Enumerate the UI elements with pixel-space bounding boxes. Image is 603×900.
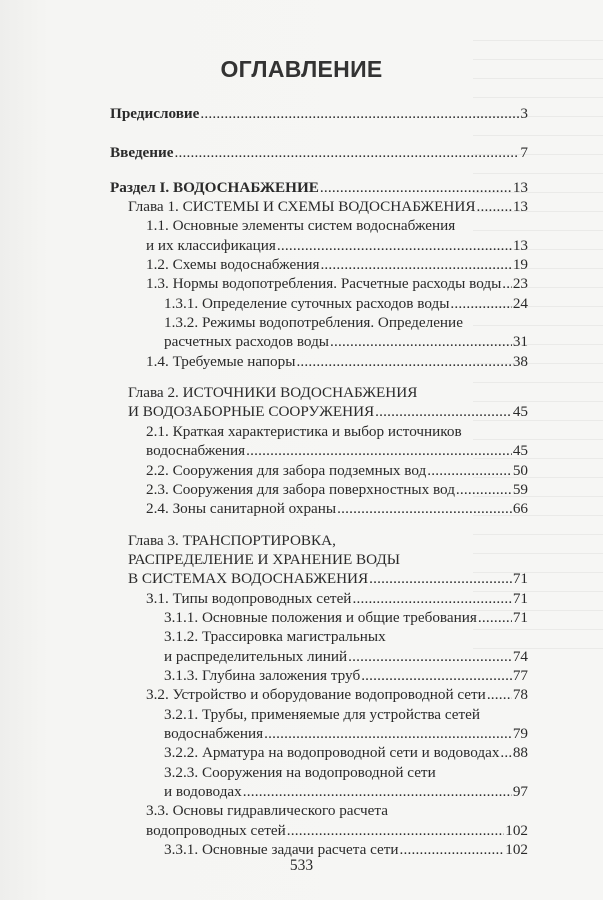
toc-entry-title: 1.4. Требуемые напоры — [146, 352, 296, 370]
toc-entry — [110, 197, 528, 216]
dot-leader — [246, 441, 512, 460]
toc-entry-title: 3.1.2. Трассировка магистральных — [164, 628, 386, 646]
toc-line — [110, 383, 528, 402]
toc-page-number: 7 — [520, 144, 528, 162]
toc-entry-title: расчетных расходов воды — [164, 333, 329, 351]
toc-page-number: 66 — [512, 500, 528, 518]
toc-page-number: 71 — [512, 608, 528, 626]
toc-line — [110, 763, 528, 782]
toc-line — [110, 216, 528, 235]
toc-line — [110, 294, 528, 313]
toc-entry — [110, 685, 528, 704]
toc-entry — [110, 294, 528, 313]
toc-entry — [110, 743, 528, 762]
toc-line — [110, 531, 528, 550]
toc-line — [110, 422, 528, 441]
toc-entry-title: 3.2. Устройство и оборудование водопроводной сети — [146, 686, 486, 704]
toc-line — [110, 274, 528, 293]
toc-page-number: 24 — [512, 294, 528, 312]
toc-line — [110, 627, 528, 646]
toc-entry-title: 3.1.3. Глубина заложения труб — [164, 666, 361, 684]
toc-page-number: 79 — [512, 724, 528, 742]
toc-entry-title: 3.2.2. Арматура на водопроводной сети и водоводах — [164, 744, 500, 762]
toc-entry — [110, 178, 528, 197]
toc-line — [110, 499, 528, 518]
toc-entry — [110, 763, 528, 802]
toc-line — [110, 255, 528, 274]
toc-entry-title: 2.2. Сооружения для забора подземных вод — [146, 461, 427, 479]
toc-page-number: 23 — [512, 275, 528, 293]
dot-leader — [456, 480, 512, 499]
toc-entry — [110, 143, 528, 162]
toc-entry-title: 2.1. Краткая характеристика и выбор источников — [146, 422, 462, 440]
dot-leader — [502, 274, 512, 293]
dot-leader — [427, 461, 512, 480]
toc-entry — [110, 531, 528, 589]
toc-entry-title: РАСПРЕДЕЛЕНИЕ И ХРАНЕНИЕ ВОДЫ — [128, 550, 400, 568]
toc-entry — [110, 383, 528, 422]
dot-leader — [487, 685, 512, 704]
toc-page-number: 74 — [512, 647, 528, 665]
dot-leader — [264, 724, 512, 743]
dot-leader — [277, 236, 512, 255]
toc-entry-title: и водоводах — [164, 783, 242, 800]
dot-leader — [243, 782, 512, 801]
toc-page-number: 102 — [505, 841, 528, 859]
toc-entry — [110, 274, 528, 293]
toc-entry — [110, 313, 528, 352]
dot-leader — [320, 255, 511, 274]
toc-page-number: 78 — [512, 686, 528, 704]
toc-entry-title: 2.3. Сооружения для забора поверхностных вод — [146, 480, 455, 498]
toc-line — [110, 589, 528, 608]
toc-entry — [110, 627, 528, 666]
page-title: ОГЛАВЛЕНИЕ — [220, 56, 383, 82]
dot-leader — [369, 569, 512, 588]
dot-leader — [287, 821, 505, 840]
toc-entry-title: 3.2.1. Трубы, применяемые для устройства сетей — [164, 705, 481, 723]
dot-leader — [330, 332, 512, 351]
toc-page-number: 71 — [512, 570, 528, 588]
dot-leader — [478, 608, 512, 627]
toc-entry-title: и их классификация — [146, 236, 276, 254]
toc-entry — [110, 480, 528, 499]
toc-entry — [110, 666, 528, 685]
toc-entry-title: водопроводных сетей — [146, 821, 286, 839]
toc-entry-title: 1.3.1. Определение суточных расходов воды — [164, 294, 450, 312]
toc-entry — [110, 705, 528, 744]
toc-page-number: 71 — [512, 589, 528, 607]
dot-leader — [450, 294, 511, 313]
toc-page-number: 38 — [512, 352, 528, 370]
toc-entry — [110, 608, 528, 627]
dot-leader — [500, 743, 511, 762]
toc-line — [110, 313, 528, 332]
toc-entry — [110, 104, 528, 123]
toc-line — [110, 782, 528, 801]
toc-entry-title: водоснабжения — [164, 724, 264, 742]
toc-entry — [110, 255, 528, 274]
toc-page-number: 59 — [512, 480, 528, 498]
toc-line — [110, 801, 528, 820]
toc-entry-title: В СИСТЕМАХ ВОДОСНАБЖЕНИЯ — [128, 570, 369, 588]
toc-line — [110, 724, 528, 743]
toc-line — [110, 352, 528, 371]
toc-entry-title: Глава 2. ИСТОЧНИКИ ВОДОСНАБЖЕНИЯ — [128, 384, 418, 402]
dot-leader — [320, 178, 512, 197]
toc-line — [110, 608, 528, 627]
dot-leader — [352, 589, 511, 608]
toc-line — [110, 461, 528, 480]
toc-line — [110, 550, 528, 569]
toc-page-number: 97 — [512, 783, 528, 800]
page-number: 533 — [289, 857, 314, 874]
toc-entry-title: Глава 3. ТРАНСПОРТИРОВКА, — [128, 531, 336, 549]
dot-leader — [477, 197, 512, 216]
toc-page-number: 19 — [512, 256, 528, 274]
toc-line — [110, 143, 528, 162]
toc-line — [110, 666, 528, 685]
toc-page-number: 13 — [512, 236, 528, 254]
toc-entry-title: 1.3. Нормы водопотребления. Расчетные расходы воды — [146, 275, 502, 293]
toc-page-number: 45 — [512, 442, 528, 460]
toc-page-number: 13 — [512, 178, 528, 196]
toc-entry-title: 3.3. Основы гидравлического расчета — [146, 802, 388, 820]
toc-line — [110, 480, 528, 499]
table-of-contents — [110, 104, 528, 859]
toc-page-number: 88 — [512, 744, 528, 762]
toc-line — [110, 569, 528, 588]
dot-leader — [361, 666, 512, 685]
toc-line — [110, 685, 528, 704]
toc-entry — [110, 352, 528, 371]
toc-entry-title: И ВОДОЗАБОРНЫЕ СООРУЖЕНИЯ — [128, 403, 375, 421]
dot-leader — [348, 647, 512, 666]
toc-entry-title: 1.2. Схемы водоснабжения — [146, 256, 320, 274]
toc-line — [110, 104, 528, 123]
toc-line — [110, 821, 528, 840]
toc-entry-title: Раздел I. ВОДОСНАБЖЕНИЕ — [110, 178, 319, 196]
toc-entry-title: 3.1.1. Основные положения и общие требования — [164, 608, 477, 626]
toc-entry-title: 1.1. Основные элементы систем водоснабжения — [146, 217, 456, 235]
toc-entry-title: 2.4. Зоны санитарной охраны — [146, 500, 337, 518]
dot-leader — [175, 143, 520, 162]
toc-entry-title: 3.2.3. Сооружения на водопроводной сети — [164, 763, 436, 781]
toc-line — [110, 743, 528, 762]
dot-leader — [296, 352, 511, 371]
toc-page-number: 77 — [512, 666, 528, 684]
toc-line — [110, 197, 528, 216]
toc-entry — [110, 589, 528, 608]
toc-entry-title: и распределительных линий — [164, 647, 348, 665]
toc-page-number: 45 — [512, 403, 528, 421]
toc-entry — [110, 216, 528, 255]
toc-page-number: 3 — [520, 105, 528, 122]
toc-entry — [110, 422, 528, 461]
toc-page-number: 102 — [505, 821, 528, 839]
toc-page-number: 50 — [512, 461, 528, 479]
toc-line — [110, 647, 528, 666]
toc-line — [110, 441, 528, 460]
toc-entry-title: Предисловие — [110, 105, 200, 122]
dot-leader — [375, 402, 512, 421]
toc-entry-title: Глава 1. СИСТЕМЫ И СХЕМЫ ВОДОСНАБЖЕНИЯ — [128, 198, 476, 216]
toc-line — [110, 402, 528, 421]
toc-line — [110, 705, 528, 724]
toc-line — [110, 178, 528, 197]
toc-entry — [110, 499, 528, 518]
toc-line — [110, 236, 528, 255]
toc-entry-title: водоснабжения — [146, 442, 246, 460]
toc-page-number: 31 — [512, 333, 528, 351]
dot-leader — [200, 104, 519, 123]
dot-leader — [337, 499, 512, 518]
toc-entry-title: 3.1. Типы водопроводных сетей — [146, 589, 352, 607]
toc-entry — [110, 461, 528, 480]
toc-entry — [110, 801, 528, 840]
toc-entry-title: 1.3.2. Режимы водопотребления. Определение — [164, 314, 463, 332]
toc-page-number: 13 — [512, 198, 528, 216]
toc-entry-title: Введение — [110, 144, 174, 162]
toc-line — [110, 332, 528, 351]
toc-entry-title: 3.3.1. Основные задачи расчета сети — [164, 841, 399, 859]
